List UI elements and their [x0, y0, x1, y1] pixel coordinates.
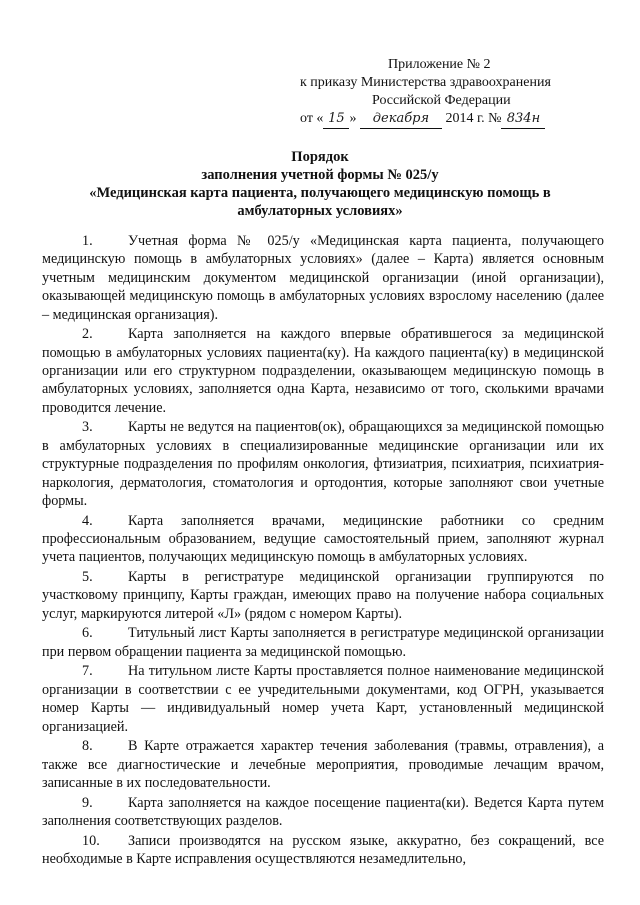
paragraph-6	[42, 624, 604, 661]
paragraph-number: 3.	[82, 419, 93, 436]
paragraph-text: Учетная форма № 025/у «Медицинская карта пациента, получающего медицинскую помощь в амбулаторных условиях» (далее – Карта) является основным учетным медицинским документом медицинской организации (иной организации), оказывающей медицинскую помощь в амбулаторных условиях взрослому населению (далее – медицинская организация).	[42, 233, 604, 323]
title-line-1: Порядок	[291, 149, 349, 165]
document-body	[42, 232, 604, 870]
paragraph-number: 5.	[82, 569, 93, 586]
appendix-order-ref: к приказу Министерства здравоохранения	[300, 75, 551, 90]
paragraph-number: 9.	[82, 794, 93, 811]
paragraph-text: Карты не ведутся на пациентов(ок), обращающихся за медицинской помощью в амбулаторных условиях в специализированные медицинские организации или их структурные подразделения по профилям онкология, фтизиатрия, психиатрия, психиатрия-наркология, дерматология, стоматология и ортодонтия, которые заполняют свои учетные формы.	[42, 419, 604, 510]
document-title	[40, 148, 600, 220]
date-mid: »	[349, 111, 357, 126]
title-line-4: амбулаторных условиях»	[237, 203, 403, 219]
paragraph-text: Карты в регистратуре медицинской организации группируются по участковому принципу, Карты граждан, имеющих право на получение набора социальных услуг, маркируются литерой «Л» (рядом с номером Карты).	[42, 569, 604, 622]
paragraph-number: 2.	[82, 326, 93, 343]
paragraph-10	[42, 832, 604, 869]
paragraph-number: 4.	[82, 512, 93, 529]
paragraph-number: 8.	[82, 738, 93, 755]
paragraph-text: На титульном листе Карты проставляется полное наименование медицинской организации в соответствии с ее учредительными документами, код ОГРН, указывается номер Карты — индивидуальный номер учета Карт, установленный медицинской организацией.	[42, 663, 604, 735]
date-month-handwritten: декабря	[360, 110, 442, 129]
paragraph-text: Записи производятся на русском языке, аккуратно, без сокращений, все необходимые в Карте исправления осуществляются незамедлительно,	[42, 832, 604, 868]
paragraph-3	[42, 418, 604, 510]
paragraph-number: 7.	[82, 663, 93, 680]
date-day-handwritten: 15	[323, 110, 349, 129]
paragraph-9	[42, 794, 604, 831]
appendix-header	[300, 56, 600, 129]
date-year: 2014 г. №	[445, 111, 502, 126]
paragraph-number: 1.	[82, 233, 93, 249]
date-prefix: от «	[300, 111, 324, 126]
appendix-ministry: Российской Федерации	[372, 93, 511, 108]
paragraph-text: Титульный лист Карты заполняется в регистратуре медицинской организации при первом обращении пациента за медицинской помощью.	[42, 625, 604, 660]
title-line-3: «Медицинская карта пациента, получающего медицинскую помощь в	[89, 185, 551, 201]
paragraph-4	[42, 512, 604, 567]
paragraph-7	[42, 662, 604, 736]
paragraph-1	[42, 232, 604, 324]
paragraph-2	[42, 325, 604, 417]
paragraph-text: Карта заполняется на каждого впервые обратившегося за медицинской помощью в амбулаторных условиях пациента(ку). На каждого пациента(ку) в медицинской организации или его структурном подразделении, оказывающем медицинскую помощь в амбулаторных условиях, заполняется одна Карта, независимо от того, сколькими врачами проводится лечение.	[42, 326, 604, 416]
paragraph-text: Карта заполняется на каждое посещение пациента(ки). Ведется Карта путем заполнения соответствующих разделов.	[42, 794, 604, 830]
paragraph-number: 10.	[82, 832, 100, 849]
appendix-date-line	[300, 110, 600, 129]
paragraph-5	[42, 568, 604, 623]
order-number-handwritten: 834н	[501, 110, 545, 129]
appendix-number: Приложение № 2	[388, 57, 491, 72]
paragraph-text: В Карте отражается характер течения заболевания (травмы, отравления), а также все диагностические и лечебные мероприятия, проводимые лечащим врачом, записанные в их последовательности.	[42, 738, 604, 792]
paragraph-8	[42, 737, 604, 792]
title-line-2: заполнения учетной формы № 025/у	[201, 167, 439, 183]
paragraph-text: Карта заполняется врачами, медицинские работники со средним профессиональным образованием, ведущие самостоятельный прием, заполняют журнал учета пациентов, получающих медицинскую помощь в амбулаторных условиях.	[42, 512, 604, 566]
paragraph-number: 6.	[82, 625, 93, 642]
